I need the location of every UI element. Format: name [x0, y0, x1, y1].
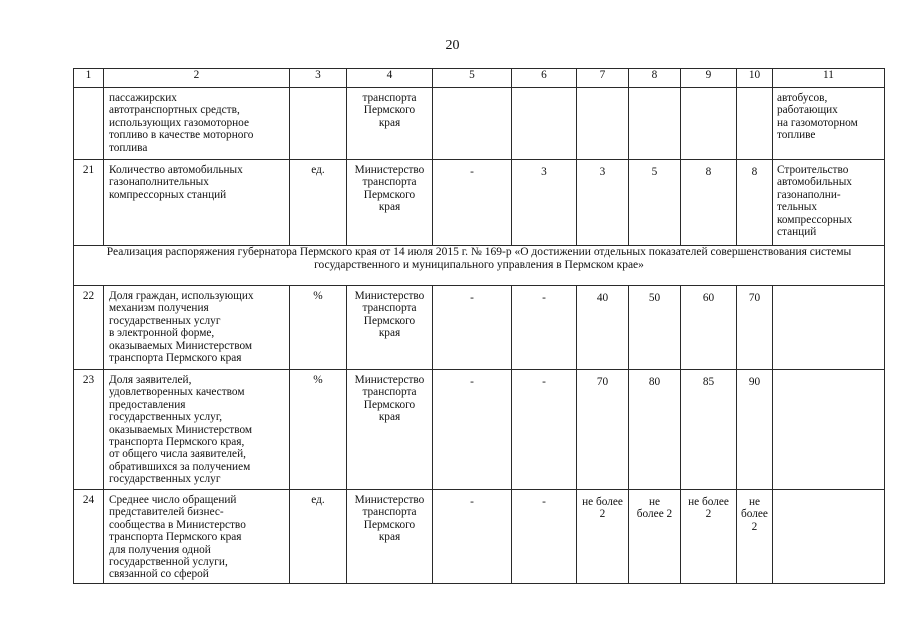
value-col9	[681, 88, 737, 160]
value-col9: 8	[681, 160, 737, 246]
row-number: 24	[74, 490, 104, 584]
value-col5: -	[433, 160, 512, 246]
note	[773, 490, 885, 584]
column-header: 4	[347, 69, 433, 88]
value-col6: -	[512, 286, 577, 370]
indicator-name: пассажирских автотранспортных средств, использующих газомоторное топливо в качестве моторного топлива	[104, 88, 290, 160]
column-header: 8	[629, 69, 681, 88]
note: Строительство автомобильных газонаполни- тельных компрессорных станций	[773, 160, 885, 246]
value-col10: 70	[737, 286, 773, 370]
value-col10	[737, 88, 773, 160]
value-col10: 90	[737, 370, 773, 490]
value-col5	[433, 88, 512, 160]
value-col7: 3	[577, 160, 629, 246]
responsible-body: Министерство транспорта Пермского края	[347, 160, 433, 246]
note: автобусов, работающих на газомоторном топливе	[773, 88, 885, 160]
table-row	[74, 88, 885, 160]
indicator-name: Доля граждан, использующих механизм получения государственных услуг в электронной форме, оказываемых Министерством транспорта Пермского края	[104, 286, 290, 370]
unit	[290, 88, 347, 160]
value-col9: 60	[681, 286, 737, 370]
indicators-table	[73, 68, 885, 584]
section-heading-row	[74, 246, 885, 286]
column-header: 6	[512, 69, 577, 88]
value-col6: -	[512, 490, 577, 584]
unit: ед.	[290, 160, 347, 246]
responsible-body: Министерство транспорта Пермского края	[347, 370, 433, 490]
section-heading: Реализация распоряжения губернатора Пермского края от 14 июля 2015 г. № 169-р «О достижении отдельных показателей совершенствования системы государственного и муниципального управления в Пермском крае»	[74, 246, 885, 286]
column-header: 1	[74, 69, 104, 88]
indicator-name: Доля заявителей, удовлетворенных качеством предоставления государственных услуг, оказываемых Министерством транспорта Пермского края, от общего числа заявителей, обратившихся за получением государственных услуг	[104, 370, 290, 490]
unit: %	[290, 370, 347, 490]
value-col8: 50	[629, 286, 681, 370]
value-col5: -	[433, 286, 512, 370]
value-col7: 40	[577, 286, 629, 370]
table-row	[74, 286, 885, 370]
value-col9: 85	[681, 370, 737, 490]
value-col8	[629, 88, 681, 160]
column-header: 7	[577, 69, 629, 88]
value-col5: -	[433, 490, 512, 584]
value-col7	[577, 88, 629, 160]
value-col7: не более 2	[577, 490, 629, 584]
row-number: 21	[74, 160, 104, 246]
value-col6: -	[512, 370, 577, 490]
note	[773, 370, 885, 490]
column-header: 3	[290, 69, 347, 88]
value-col8: 5	[629, 160, 681, 246]
page-number: 20	[445, 38, 460, 53]
indicator-name: Количество автомобильных газонаполнительных компрессорных станций	[104, 160, 290, 246]
responsible-body: транспорта Пермского края	[347, 88, 433, 160]
column-header: 2	[104, 69, 290, 88]
column-header: 10	[737, 69, 773, 88]
value-col5: -	[433, 370, 512, 490]
column-header: 5	[433, 69, 512, 88]
value-col6: 3	[512, 160, 577, 246]
value-col6	[512, 88, 577, 160]
value-col8: 80	[629, 370, 681, 490]
row-number: 23	[74, 370, 104, 490]
value-col7: 70	[577, 370, 629, 490]
value-col10: не более 2	[737, 490, 773, 584]
table-row	[74, 370, 885, 490]
row-number: 22	[74, 286, 104, 370]
value-col10: 8	[737, 160, 773, 246]
note	[773, 286, 885, 370]
table-row	[74, 490, 885, 584]
row-number	[74, 88, 104, 160]
value-col8: не более 2	[629, 490, 681, 584]
column-header-row	[74, 69, 885, 88]
responsible-body: Министерство транспорта Пермского края	[347, 286, 433, 370]
column-header: 11	[773, 69, 885, 88]
table-row	[74, 160, 885, 246]
responsible-body: Министерство транспорта Пермского края	[347, 490, 433, 584]
unit: ед.	[290, 490, 347, 584]
unit: %	[290, 286, 347, 370]
value-col9: не более 2	[681, 490, 737, 584]
column-header: 9	[681, 69, 737, 88]
indicator-name: Среднее число обращений представителей бизнес- сообщества в Министерство транспорта Пермского края для получения одной государственной услуги, связанной со сферой	[104, 490, 290, 584]
